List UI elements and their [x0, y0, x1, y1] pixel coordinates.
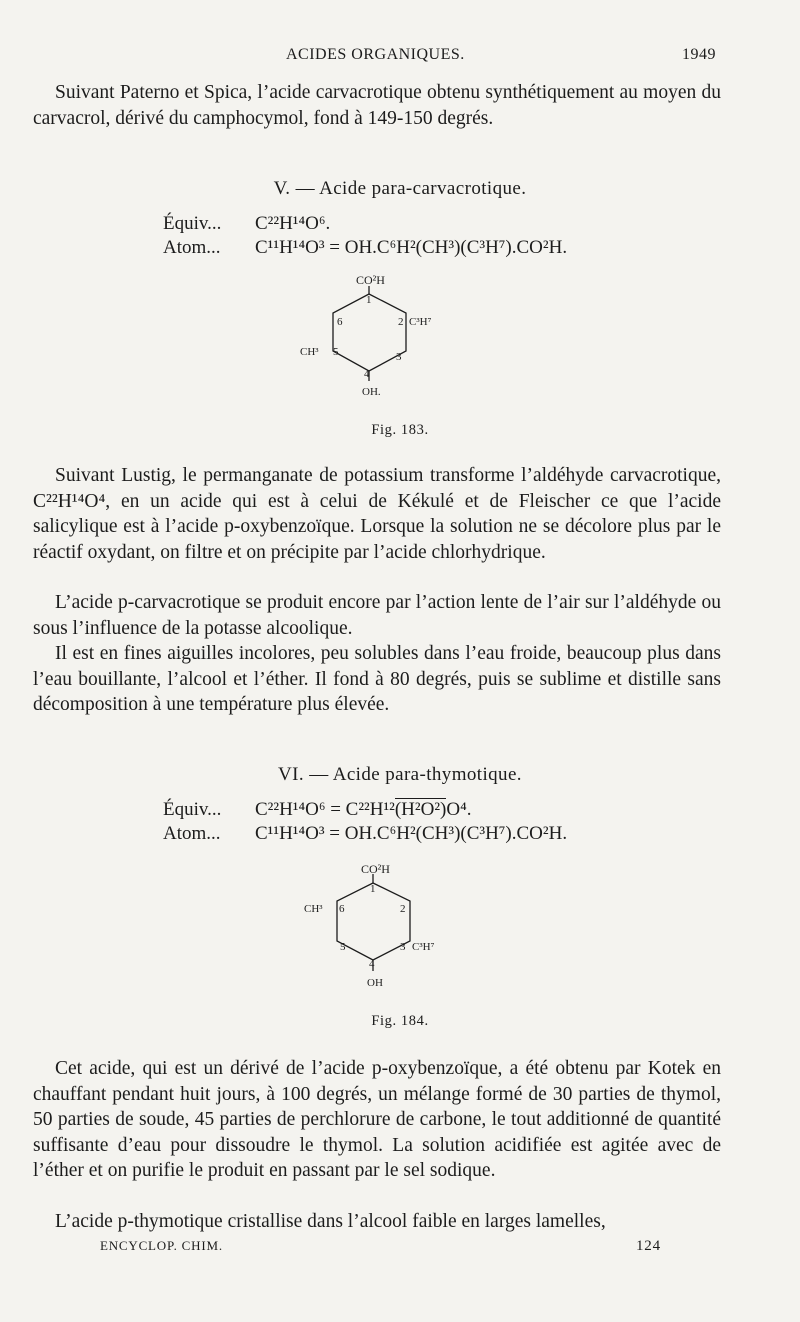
- section-v-title: V. — Acide para-carvacrotique.: [273, 178, 527, 199]
- running-header: [0, 46, 800, 70]
- equiv-formula-overlined: (H²O²): [394, 799, 447, 820]
- ring-number-4: 4: [369, 958, 375, 970]
- ring-number-4: 4: [364, 368, 370, 380]
- ring-number-1: 1: [370, 883, 376, 895]
- page-footer: [0, 1238, 800, 1258]
- section-v-atom-row: [163, 237, 567, 259]
- atom-label: Atom...: [163, 237, 221, 258]
- left-group-label: CH³: [304, 903, 323, 915]
- section-vi-atom-row: [163, 823, 567, 845]
- running-title: ACIDES ORGANIQUES.: [286, 46, 465, 63]
- footer-encyclopedia: ENCYCLOP. CHIM.: [100, 1238, 223, 1253]
- atom-formula: C¹¹H¹⁴O³ = OH.C⁶H²(CH³)(C³H⁷).CO²H.: [255, 237, 568, 258]
- section-vi-paragraph-1: Cet acide, qui est un dérivé de l’acide p-oxybenzoïque, a été obtenu par Kotek en chauffant pendant huit jours, à 100 degrés, un mélange formé de 30 parties de thymol, 50 parties de soude, 45 parties de perchlorure de carbone, le tout additionné de quantité suffisante d’eau pour dissoudre le thymol. La solution acidifiée est agitée avec de l’éther et on purifie le produit en passant par le sel sodique.: [33, 1058, 721, 1182]
- fig-184-structure: [290, 856, 490, 996]
- equiv-formula: C²²H¹⁴O⁶.: [255, 213, 331, 234]
- section-vi-equiv-row: [163, 799, 471, 821]
- section-v-equiv-row: [163, 213, 330, 235]
- ring-number-3: 3: [396, 351, 402, 363]
- bottom-group-label: OH: [367, 977, 383, 989]
- atom-label: Atom...: [163, 823, 221, 844]
- ring-number-1: 1: [366, 294, 372, 306]
- footer-signature: 124: [636, 1238, 661, 1254]
- ring-number-2: 2: [400, 903, 406, 915]
- section-v-paragraph-1: Suivant Lustig, le permanganate de potassium transforme l’aldéhyde carvacrotique, C²²H¹⁴O⁴, en un acide qui est à celui de Kékulé et de Fleischer ce que l’acide salicylique est à l’acide p-oxybenzoïque. Lorsque la solution ne se décolore plus par le réactif oxydant, on filtre et on précipite par l’acide chlorhydrique.: [33, 465, 721, 563]
- equiv-label: Équiv...: [163, 213, 222, 234]
- intro-paragraph: Suivant Paterno et Spica, l’acide carvacrotique obtenu synthétiquement au moyen du carvacrol, dérivé du camphocymol, fond à 149-150 degrés.: [33, 82, 721, 129]
- fig-183-caption: Fig. 183.: [371, 422, 429, 438]
- left-group-label: CH³: [300, 346, 319, 358]
- fig-183-structure: [290, 268, 490, 403]
- section-v-paragraph-2: L’acide p-carvacrotique se produit encore par l’action lente de l’air sur l’aldéhyde ou sous l’influence de la potasse alcoolique.: [33, 592, 721, 639]
- section-vi-title: VI. — Acide para-thymotique.: [278, 764, 522, 785]
- ring-number-2: 2: [398, 316, 404, 328]
- bottom-group-label: OH.: [362, 386, 381, 398]
- ring-number-3: 3: [400, 941, 406, 953]
- atom-formula: C¹¹H¹⁴O³ = OH.C⁶H²(CH³)(C³H⁷).CO²H.: [255, 823, 568, 844]
- ring-number-5: 5: [340, 941, 346, 953]
- top-group-label: CO²H: [361, 862, 390, 876]
- equiv-formula-a: C²²H¹⁴O⁶ = C²²H¹²: [255, 799, 395, 820]
- fig-184-caption: Fig. 184.: [371, 1013, 429, 1029]
- page-number: 1949: [682, 46, 716, 63]
- right-group-label: C³H⁷: [409, 316, 432, 328]
- section-v-paragraph-3: Il est en fines aiguilles incolores, peu solubles dans l’eau froide, beaucoup plus dans l’eau bouillante, l’alcool et l’éther. Il fond à 80 degrés, puis se sublime et distille sans décomposition à une température plus élevée.: [33, 643, 721, 716]
- equiv-label: Équiv...: [163, 799, 222, 820]
- section-vi-paragraph-2: L’acide p-thymotique cristallise dans l’alcool faible en larges lamelles,: [55, 1211, 606, 1232]
- equiv-formula-c: O⁴.: [446, 799, 472, 820]
- ring-number-5: 5: [333, 346, 339, 358]
- top-group-label: CO²H: [356, 273, 385, 287]
- ring-number-6: 6: [337, 316, 343, 328]
- right-group-label: C³H⁷: [412, 941, 435, 953]
- ring-number-6: 6: [339, 903, 345, 915]
